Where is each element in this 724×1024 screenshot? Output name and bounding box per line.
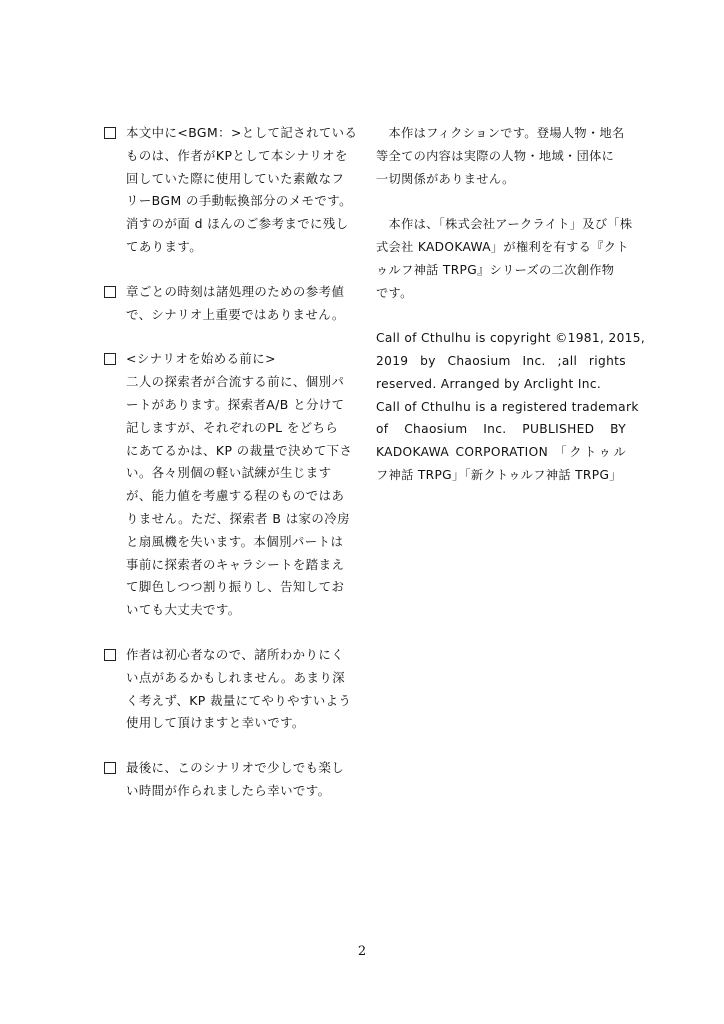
- note-line: てあります。: [126, 238, 203, 254]
- note-line: 回していた際に使用していた素敵なフ: [126, 170, 345, 186]
- note-line: 記しますが、それぞれのPL をどちら: [126, 419, 339, 435]
- checkbox-icon: [104, 649, 116, 661]
- copyright-line: Call of Cthulhu is a registered trademark: [376, 399, 639, 414]
- right-column: [376, 122, 646, 487]
- note-item: [104, 757, 354, 803]
- left-column: [104, 122, 358, 803]
- note-line: 使用して頂けますと幸いです。: [126, 715, 305, 731]
- note-line: が、能力値を考慮する程のものではあ: [126, 488, 345, 504]
- note-line: ートがあります。探索者A/B と分けて: [126, 396, 345, 412]
- disclaimer-line: 本作はフィクションです。登場人物・地名: [376, 126, 625, 140]
- checkbox-icon: [104, 127, 116, 139]
- note-line: で、シナリオ上重要ではありません。: [126, 306, 345, 322]
- note-line: い点があるかもしれません。あまり深: [126, 669, 346, 685]
- note-line: 消すのが面 d ほんのご参考までに残し: [126, 216, 349, 232]
- note-line: りません。ただ、探索者 B は家の冷房: [126, 510, 350, 526]
- disclaimer-line: 一切関係がありません。: [376, 171, 515, 186]
- note-line: 作者は初心者なので、諸所わかりにく: [126, 646, 345, 662]
- note-line: ものは、作者がKPとして本シナリオを: [126, 147, 348, 163]
- note-line: <シナリオを始める前に>: [126, 351, 276, 367]
- rights-line: ゥルフ神話 TRPG』シリーズの二次創作物: [376, 262, 615, 277]
- note-line: リーBGM の手動転換部分のメモです。: [126, 193, 352, 209]
- copyright-line: 2019 by Chaosium Inc. ;all rights: [376, 353, 626, 368]
- copyright-line: Call of Cthulhu is copyright ©1981, 2015,: [376, 331, 646, 346]
- note-item: [104, 644, 354, 735]
- copyright-notice: [376, 327, 646, 487]
- copyright-line: of Chaosium Inc. PUBLISHED BY: [376, 422, 626, 437]
- note-line: 二人の探索者が合流する前に、個別パ: [126, 374, 345, 390]
- note-line: 事前に探索者のキャラシートを踏まえ: [126, 556, 345, 572]
- rights-line: 式会社 KADOKAWA」が権利を有する『クト: [376, 239, 629, 254]
- note-item: [104, 122, 358, 259]
- copyright-line: reserved. Arranged by Arclight Inc.: [376, 376, 602, 391]
- note-line: て脚色しつつ割り振りし、告知してお: [126, 579, 345, 595]
- note-line: 本文中に<BGM：>として記されている: [126, 125, 358, 140]
- checkbox-icon: [104, 286, 116, 298]
- copyright-line: フ神話 TRPG」「新クトゥルフ神話 TRPG」: [376, 467, 622, 482]
- note-line: いても大丈夫です。: [126, 602, 241, 618]
- note-line: い。各々別個の軽い試練が生じます: [126, 465, 332, 481]
- note-line: にあてるかは、KP の裁量で決めて下さ: [126, 442, 353, 458]
- note-item: [104, 348, 354, 622]
- note-line: と扇風機を失います。本個別パートは: [126, 533, 344, 549]
- checkbox-icon: [104, 353, 116, 365]
- note-item: [104, 281, 354, 327]
- rights-notice: [376, 213, 633, 304]
- note-line: 最後に、このシナリオで少しでも楽し: [126, 760, 345, 776]
- note-line: い時間が作られましたら幸いです。: [126, 782, 331, 798]
- copyright-line: KADOKAWA CORPORATION 「クトゥル: [376, 445, 626, 460]
- checkbox-icon: [104, 762, 116, 774]
- disclaimer-line: 等全ての内容は実際の人物・地域・団体に: [376, 148, 615, 163]
- page-number: 2: [357, 944, 367, 959]
- rights-line: 本作は、「株式会社アークライト」及び「株: [376, 217, 633, 232]
- fiction-disclaimer: [376, 122, 626, 190]
- rights-line: です。: [376, 285, 413, 300]
- note-line: く考えず、KP 裁量にてやりやすいよう: [126, 692, 352, 708]
- note-line: 章ごとの時刻は諸処理のための参考値: [126, 283, 345, 299]
